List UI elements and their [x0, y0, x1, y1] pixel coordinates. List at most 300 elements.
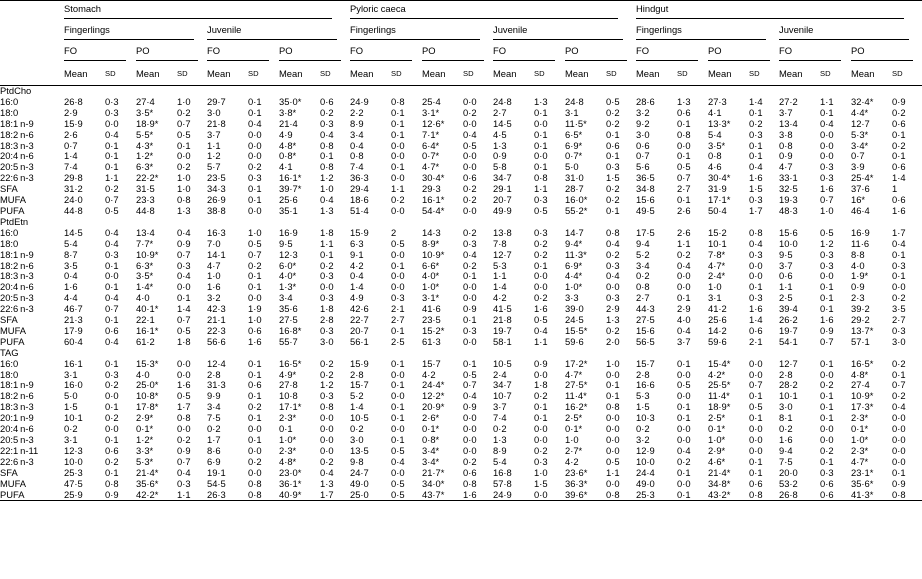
diet-header	[851, 43, 922, 64]
sd-cell: 0·5	[606, 95, 620, 107]
sd-cell: 0·6	[892, 161, 906, 173]
mean-cell: 12·3	[64, 444, 83, 456]
sd-cell: 0·7	[820, 335, 834, 347]
mean-cell: 15·6	[636, 324, 655, 336]
mean-cell: 36·1*	[279, 477, 302, 489]
sd-cell: 0·5	[463, 139, 477, 151]
sd-cell: 0·1	[606, 150, 620, 162]
sd-cell: 0·1	[820, 281, 834, 293]
row-label: 20:4 n-6	[0, 423, 34, 435]
mean-cell: 35·6*	[851, 477, 874, 489]
sd-cell: 0·1	[391, 117, 405, 129]
mean-cell: 34·0*	[422, 477, 445, 489]
sd-cell: 0·0	[391, 466, 405, 478]
sd-cell: 0·4	[105, 335, 119, 347]
sd-cell: 0·7	[105, 194, 119, 206]
mean-cell: 27·8	[279, 379, 298, 391]
sd-cell: 2·7	[892, 314, 906, 326]
sd-cell: 0·4	[320, 194, 334, 206]
sd-cell: 0·0	[463, 150, 477, 162]
sd-cell: 0·3	[749, 292, 763, 304]
sd-cell: 0·2	[248, 259, 262, 271]
mean-cell: 13·4	[136, 226, 155, 238]
sd-cell: 2·1	[391, 303, 405, 315]
sd-header: SD	[320, 64, 350, 86]
sd-cell: 0·9	[892, 95, 906, 107]
sd-cell: 0·1	[749, 390, 763, 402]
sd-cell: 1·6	[892, 204, 906, 216]
mean-cell: 21·4*	[136, 466, 159, 478]
mean-cell: 16·8	[493, 466, 512, 478]
sd-cell: 1·1	[677, 237, 691, 249]
mean-cell: 0·8*	[279, 150, 297, 162]
sd-cell: 0·0	[463, 423, 477, 435]
mean-cell: 3·4	[207, 401, 221, 413]
sd-cell: 0·0	[606, 423, 620, 435]
row-label: 18:3 n-3	[0, 270, 34, 282]
mean-header: Mean	[422, 64, 463, 86]
mean-cell: 0·4	[350, 270, 364, 282]
row-label: 20:5 n-3	[0, 434, 34, 445]
mean-cell: 2·4	[493, 368, 507, 380]
sd-cell: 0·3	[391, 292, 405, 304]
sd-cell: 0·8	[177, 194, 191, 206]
sd-cell: 0·3	[463, 237, 477, 249]
mean-cell: 27·4	[136, 95, 155, 107]
mean-cell: 4·7*	[422, 161, 440, 173]
stage-header	[493, 22, 636, 43]
sd-cell: 0·0	[892, 281, 906, 293]
sd-cell: 0·3	[820, 172, 834, 184]
sd-cell: 0·2	[892, 357, 906, 369]
sd-cell: 0·7	[463, 379, 477, 391]
mean-cell: 5·0	[64, 390, 78, 402]
sd-cell: 3·0	[320, 335, 334, 347]
diet-header-text: PO	[565, 46, 627, 61]
sd-cell: 0·0	[463, 161, 477, 173]
sd-cell: 1·0	[248, 314, 262, 326]
mean-cell: 39·2	[851, 303, 870, 315]
mean-cell: 9·2	[636, 117, 650, 129]
mean-cell: 3·1	[565, 106, 579, 118]
mean-cell: 10·1	[779, 390, 798, 402]
sd-cell: 0·1	[606, 204, 620, 216]
sd-cell: 0·3	[820, 248, 834, 260]
mean-cell: 26·8	[64, 95, 83, 107]
sd-cell: 0·6	[820, 490, 851, 501]
mean-cell: 7·0	[207, 237, 221, 249]
stage-header-text: Fingerlings	[636, 25, 766, 40]
mean-cell: 0·2	[493, 423, 507, 435]
mean-cell: 39·6*	[565, 490, 606, 501]
mean-cell: 1·1	[493, 270, 507, 282]
mean-cell: 4·0	[851, 259, 865, 271]
table-row	[0, 206, 922, 217]
mean-cell: 1·4	[493, 281, 507, 293]
sd-cell: 0·1	[391, 412, 405, 424]
mean-cell: 24·9	[350, 95, 369, 107]
sd-cell: 0·2	[534, 237, 548, 249]
mean-cell: 4·0	[136, 292, 150, 304]
sd-cell: 0·1	[105, 401, 119, 413]
mean-cell: 35·6*	[136, 477, 159, 489]
sd-cell: 0·3	[606, 161, 620, 173]
mean-cell: 10·9*	[422, 248, 445, 260]
sd-cell: 0·4	[248, 117, 262, 129]
mean-cell: 56·1	[350, 335, 369, 347]
mean-cell: 57·8	[493, 477, 512, 489]
mean-cell: 30·4*	[708, 172, 731, 184]
mean-cell: 58·1	[493, 335, 512, 347]
sd-cell: 0·0	[391, 150, 405, 162]
mean-cell: 16·0	[64, 379, 83, 391]
sd-cell: 1·3	[606, 314, 620, 326]
row-label: 18:3 n-3	[0, 401, 34, 413]
mean-header: Mean	[493, 64, 534, 86]
mean-cell: 17·1*	[708, 194, 731, 206]
mean-cell: 43·7*	[422, 490, 463, 501]
mean-cell: 5·8	[493, 161, 507, 173]
sd-cell: 0·7	[248, 248, 262, 260]
sd-cell: 1·4	[892, 172, 906, 184]
mean-cell: 19·3	[779, 194, 798, 206]
sd-cell: 0·7	[749, 379, 763, 391]
mean-cell: 16·5*	[851, 357, 874, 369]
mean-cell: 4·7	[779, 161, 793, 173]
mean-cell: 25·4	[422, 95, 441, 107]
mean-cell: 16·1	[64, 357, 83, 369]
mean-cell: 4·8*	[851, 368, 869, 380]
mean-cell: 61·3	[422, 335, 441, 347]
sd-cell: 2·7	[391, 314, 405, 326]
sd-cell: 0·0	[177, 368, 191, 380]
mean-cell: 0·8	[779, 139, 793, 151]
mean-cell: 4·8*	[279, 455, 297, 467]
row-label: 16:0	[0, 226, 19, 238]
section-label: PtdCho	[0, 85, 32, 96]
mean-cell: 16·5*	[279, 357, 302, 369]
mean-cell: 41·2	[708, 303, 727, 315]
mean-cell: 4·5	[493, 128, 507, 140]
mean-cell: 0·7	[851, 150, 865, 162]
mean-cell: 40·9*	[279, 490, 320, 501]
mean-cell: 19·7	[493, 324, 512, 336]
sd-cell: 0·0	[892, 412, 906, 424]
mean-cell: 16·8*	[279, 324, 302, 336]
mean-cell: 16·9	[851, 226, 870, 238]
sd-cell: 0·3	[892, 324, 906, 336]
mean-cell: 24·8	[493, 95, 512, 107]
mean-cell: 2·3*	[851, 412, 869, 424]
row-label: PUFA	[0, 335, 25, 347]
sd-cell: 0·1	[534, 259, 548, 271]
section-label: TAG	[0, 346, 19, 358]
mean-cell: 1·4*	[136, 281, 154, 293]
mean-cell: 13·7*	[851, 324, 874, 336]
sd-cell: 0·1	[105, 357, 119, 369]
mean-cell: 3·1*	[422, 292, 440, 304]
mean-cell: 36·3*	[565, 477, 588, 489]
mean-cell: 35·6	[279, 303, 298, 315]
mean-cell: 18·6	[350, 194, 369, 206]
mean-cell: 2·5*	[708, 412, 726, 424]
sd-cell: 0·2	[892, 390, 906, 402]
sd-cell: 0·6	[105, 324, 119, 336]
mean-cell: 56·5	[636, 335, 655, 347]
sd-cell: 0·1	[820, 303, 834, 315]
sd-cell: 0·4	[463, 390, 477, 402]
sd-cell: 0·0	[463, 292, 477, 304]
diet-header	[779, 43, 851, 64]
sd-cell: 0·1	[391, 434, 405, 445]
mean-cell: 12·2*	[422, 390, 445, 402]
sd-cell: 1·3	[534, 95, 548, 107]
row-label: MUFA	[0, 477, 27, 489]
sd-cell: 0·1	[248, 183, 262, 195]
mean-cell: 16·6	[636, 379, 655, 391]
sd-cell: 0·2	[463, 226, 477, 238]
mean-cell: 0·1*	[565, 423, 583, 435]
diet-header-text: FO	[350, 46, 412, 61]
stage-header	[64, 22, 207, 43]
mean-cell: 7·4	[493, 412, 507, 424]
sd-cell: 0·4	[177, 270, 191, 282]
mean-cell: 22·2*	[136, 172, 159, 184]
sd-cell: 1·1	[534, 335, 548, 347]
mean-cell: 4·2	[350, 259, 364, 271]
sd-cell: 0·1	[105, 259, 119, 271]
sd-cell: 0·2	[248, 161, 262, 173]
sd-cell: 0·2	[606, 248, 620, 260]
sd-cell: 0·6	[463, 172, 477, 184]
sd-cell: 2·6	[677, 226, 691, 238]
sd-cell: 0·3	[105, 368, 119, 380]
sd-cell: 0·0	[606, 281, 620, 293]
mean-cell: 3·1	[64, 434, 78, 445]
mean-cell: 4·7	[207, 259, 221, 271]
mean-cell: 0·1	[279, 423, 293, 435]
row-label: 22:1 n-11	[0, 444, 39, 456]
sd-cell: 0·8	[391, 95, 405, 107]
tissue-header	[350, 1, 636, 23]
sd-cell: 0·1	[677, 357, 691, 369]
sd-cell: 0·0	[177, 150, 191, 162]
mean-cell: 15·7	[350, 379, 369, 391]
mean-cell: 16·9	[279, 226, 298, 238]
mean-cell: 22·3	[207, 324, 226, 336]
mean-cell: 7·5	[207, 412, 221, 424]
sd-cell: 0·4	[320, 466, 334, 478]
mean-cell: 7·1*	[422, 128, 440, 140]
sd-cell: 0·0	[177, 281, 191, 293]
mean-header: Mean	[779, 64, 820, 86]
mean-cell: 5·2	[350, 390, 364, 402]
sd-cell: 0·3	[463, 324, 477, 336]
mean-cell: 39·7*	[279, 183, 302, 195]
mean-header: Mean	[851, 64, 892, 86]
row-label: 22:6 n-3	[0, 455, 34, 467]
diet-header-text: FO	[636, 46, 698, 61]
sd-cell: 0·2	[606, 106, 620, 118]
mean-cell: 3·7	[207, 128, 221, 140]
sd-cell: 1·8	[534, 379, 548, 391]
mean-cell: 4·4*	[851, 106, 869, 118]
sd-cell: 1·1	[534, 183, 548, 195]
mean-cell: 9·5	[779, 248, 793, 260]
sd-cell: 0·4	[105, 292, 119, 304]
row-label: 20:4 n-6	[0, 281, 34, 293]
mean-cell: 2·5*	[565, 412, 583, 424]
mean-cell: 25·0	[350, 490, 391, 501]
mean-cell: 18·9*	[136, 117, 159, 129]
mean-cell: 24·4*	[422, 379, 445, 391]
mean-cell: 33·1	[779, 172, 798, 184]
mean-cell: 25·6	[279, 194, 298, 206]
sd-cell: 0·3	[105, 106, 119, 118]
sd-cell: 0·0	[820, 270, 834, 282]
mean-cell: 10·8*	[136, 390, 159, 402]
mean-cell: 1·0*	[708, 434, 726, 445]
sd-cell: 1·1	[606, 466, 620, 478]
sd-cell: 2·6	[677, 204, 691, 216]
sd-cell: 0·5	[177, 128, 191, 140]
sd-cell: 0·5	[534, 204, 548, 216]
sd-cell: 0·1	[248, 368, 262, 380]
sd-cell: 0·1	[105, 314, 119, 326]
row-label: PUFA	[0, 490, 64, 501]
sd-cell: 1·0	[177, 95, 191, 107]
sd-cell: 0·4	[677, 259, 691, 271]
sd-cell: 0·5	[463, 368, 477, 380]
sd-cell: 0·1	[749, 455, 763, 467]
mean-cell: 28·6	[636, 95, 655, 107]
row-label: 22:6 n-3	[0, 303, 34, 315]
mean-cell: 12·4	[207, 357, 226, 369]
mean-cell: 6·9	[207, 455, 221, 467]
mean-cell: 14·5	[64, 226, 83, 238]
mean-cell: 32·5	[779, 183, 798, 195]
mean-cell: 0·8	[708, 150, 722, 162]
table-row	[0, 490, 922, 501]
header-corner	[0, 1, 64, 23]
mean-cell: 32·4*	[851, 95, 874, 107]
sd-cell: 0·9	[177, 444, 191, 456]
sd-cell: 1·2	[320, 172, 334, 184]
sd-cell: 0·1	[105, 434, 119, 445]
sd-cell: 0·2	[463, 455, 477, 467]
sd-cell: 0·6	[248, 379, 262, 391]
mean-cell: 3·4	[279, 292, 293, 304]
sd-cell: 0·0	[677, 390, 691, 402]
row-label: 18:2 n-6	[0, 259, 34, 271]
mean-cell: 3·1*	[422, 106, 440, 118]
diet-header	[565, 43, 636, 64]
sd-cell: 0·1	[248, 434, 262, 445]
mean-cell: 2·8	[636, 368, 650, 380]
mean-cell: 13·3*	[708, 117, 731, 129]
sd-cell: 0·7	[177, 314, 191, 326]
sd-cell: 0·1	[463, 270, 477, 282]
mean-cell: 34·8*	[708, 477, 731, 489]
sd-cell: 0·5	[248, 237, 262, 249]
sd-cell: 0·1	[320, 150, 334, 162]
mean-cell: 17·9	[64, 324, 83, 336]
mean-cell: 31·9	[708, 183, 727, 195]
mean-cell: 2·6*	[422, 412, 440, 424]
sd-cell: 0·0	[463, 412, 477, 424]
sd-cell: 0·0	[463, 204, 477, 216]
sd-cell: 0·5	[177, 390, 191, 402]
sd-cell: 0·1	[177, 139, 191, 151]
sd-cell: 0·4	[105, 128, 119, 140]
row-label: 18:2 n-6	[0, 390, 34, 402]
sd-cell: 0·8	[248, 490, 279, 501]
sd-cell: 0·5	[391, 490, 422, 501]
mean-cell: 25·4*	[851, 172, 874, 184]
sd-cell: 0·3	[320, 270, 334, 282]
sd-cell: 0·0	[534, 434, 548, 445]
sd-cell: 0·0	[463, 117, 477, 129]
mean-cell: 4·7*	[851, 455, 869, 467]
sd-cell: 0·0	[820, 423, 834, 435]
mean-cell: 2·8	[207, 368, 221, 380]
sd-cell: 0·1	[320, 248, 334, 260]
row-label: SFA	[0, 183, 18, 195]
mean-cell: 25·0*	[136, 379, 159, 391]
sd-cell: 0·4	[177, 226, 191, 238]
sd-cell: 0·1	[892, 270, 906, 282]
mean-cell: 4·9	[279, 128, 293, 140]
sd-cell: 0·0	[820, 139, 834, 151]
sd-cell: 0·0	[391, 172, 405, 184]
diet-header-text: PO	[422, 46, 484, 61]
sd-cell: 0·3	[892, 259, 906, 271]
row-label: 20:4 n-6	[0, 150, 34, 162]
sd-cell: 0·0	[177, 423, 191, 435]
sd-cell: 0·0	[677, 139, 691, 151]
mean-cell: 22·7	[350, 314, 369, 326]
sd-cell: 0·0	[105, 390, 119, 402]
mean-cell: 8·8	[851, 248, 865, 260]
sd-cell: 0·0	[820, 368, 834, 380]
mean-cell: 49·9	[493, 204, 512, 216]
mean-cell: 17·8*	[136, 401, 159, 413]
mean-cell: 11·3*	[565, 248, 587, 260]
mean-cell: 12·6*	[422, 117, 445, 129]
mean-cell: 36·5	[636, 172, 655, 184]
sd-cell: 4·0	[677, 314, 691, 326]
mean-cell: 27·4	[851, 379, 870, 391]
sd-cell: 0·0	[534, 490, 565, 501]
mean-cell: 26·8	[779, 490, 820, 501]
mean-cell: 4·8*	[279, 139, 297, 151]
sd-cell: 0·1	[749, 139, 763, 151]
sd-cell: 0·1	[534, 106, 548, 118]
mean-cell: 24·7	[350, 466, 369, 478]
sd-cell: 0·3	[320, 292, 334, 304]
mean-cell: 3·4	[636, 259, 650, 271]
mean-cell: 10·0	[779, 237, 798, 249]
sd-cell: 0·1	[749, 106, 763, 118]
sd-cell: 1·6	[177, 379, 191, 391]
sd-cell: 0·9	[105, 490, 136, 501]
sd-cell: 0·1	[677, 466, 691, 478]
diet-header	[708, 43, 779, 64]
mean-cell: 34·3	[207, 183, 226, 195]
sd-cell: 1·8	[320, 226, 334, 238]
mean-header: Mean	[565, 64, 606, 86]
mean-cell: 8·9	[350, 117, 364, 129]
